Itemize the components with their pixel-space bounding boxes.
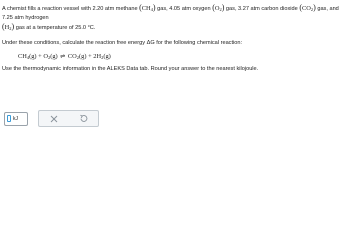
problem-line-1: A chemist fills a reaction vessel with 2.20 atm methane $(CH_4)$ gas, 4.05 atm oxygen $(O_2)$ gas, 3.27 atm carbon dioxide $(CO_2)$ gas, and 7.25 atm hydrogen <box>2 3 339 21</box>
undo-icon <box>79 114 88 123</box>
problem-text <box>2 4 348 74</box>
answer-input[interactable] <box>7 115 11 122</box>
close-icon <box>50 115 58 123</box>
clear-button[interactable] <box>46 112 62 126</box>
answer-unit: kJ <box>13 115 18 122</box>
hydrogen-formula: $H_2$ <box>4 24 12 31</box>
instruction-text: Under these conditions, calculate the reaction free energy ΔG for the following chemical reaction: <box>2 40 243 46</box>
temperature-text: gas at a temperature of 25.0 °C. <box>15 25 96 31</box>
answer-actions <box>38 110 99 127</box>
co2-lead-text: gas, 3.27 atm carbon dioxide <box>225 6 298 12</box>
oxygen-lead-text: gas, 4.05 atm oxygen <box>157 6 211 12</box>
methane-formula: $CH_4$ <box>141 5 153 12</box>
intro-text: A chemist fills a reaction vessel with 2.20 atm methane <box>2 6 138 12</box>
co2-formula: $CO_2$ <box>302 5 314 12</box>
equilibrium-arrow: ⇌ <box>60 53 66 60</box>
problem-line-2: $(H_2)$ gas at a temperature of 25.0 °C. <box>2 22 96 31</box>
reaction-equation: $CH_4(g) + O_2(g)$ ⇌ $CO_2(g) + 2H_2(g)$ <box>18 53 111 60</box>
answer-row <box>4 110 99 127</box>
data-tab-note: Use the thermodynamic information in the ALEKS Data tab. Round your answer to the nearest kilojoule. <box>2 66 259 72</box>
oxygen-formula: $O_2$ <box>214 5 222 12</box>
hydrogen-lead-text: gas, and 7.25 atm hydrogen <box>2 6 339 21</box>
undo-button[interactable] <box>75 112 91 126</box>
answer-box <box>4 112 28 126</box>
